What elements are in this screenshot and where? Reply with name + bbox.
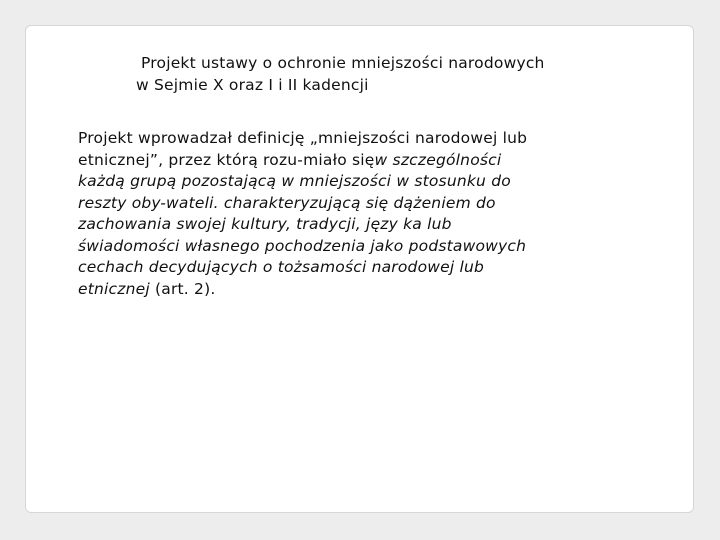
body-line-8-normal: (art. 2).	[149, 279, 216, 298]
body-line-8-italic: etnicznej	[78, 279, 150, 298]
body-line-2-italic: w szczególności	[374, 150, 502, 169]
slide-card	[25, 25, 694, 513]
body-line-5: zachowania swojej kultury, tradycji, języ ka lub	[78, 215, 452, 233]
body-text	[78, 128, 638, 300]
slide-title	[136, 52, 656, 96]
body-line-6: świadomości własnego pochodzenia jako podstawowych	[78, 236, 527, 255]
title-line-1: Projekt ustawy o ochronie mniejszości narodowych	[141, 54, 545, 72]
body-line-4: reszty oby-wateli. charakteryzującą się dążeniem do	[78, 193, 496, 212]
body-line-1: Projekt wprowadzał definicję „mniejszości narodowej lub	[78, 129, 528, 147]
title-line-2: w Sejmie X oraz I i II kadencji	[136, 76, 369, 94]
body-line-8	[78, 279, 638, 301]
body-line-2-normal: etnicznej”, przez którą rozu-miało się	[78, 150, 375, 169]
body-line-3: każdą grupą pozostającą w mniejszości w stosunku do	[78, 172, 511, 190]
body-line-7: cechach decydujących o tożsamości narodowej lub	[78, 258, 485, 276]
body-line-2	[78, 150, 638, 172]
